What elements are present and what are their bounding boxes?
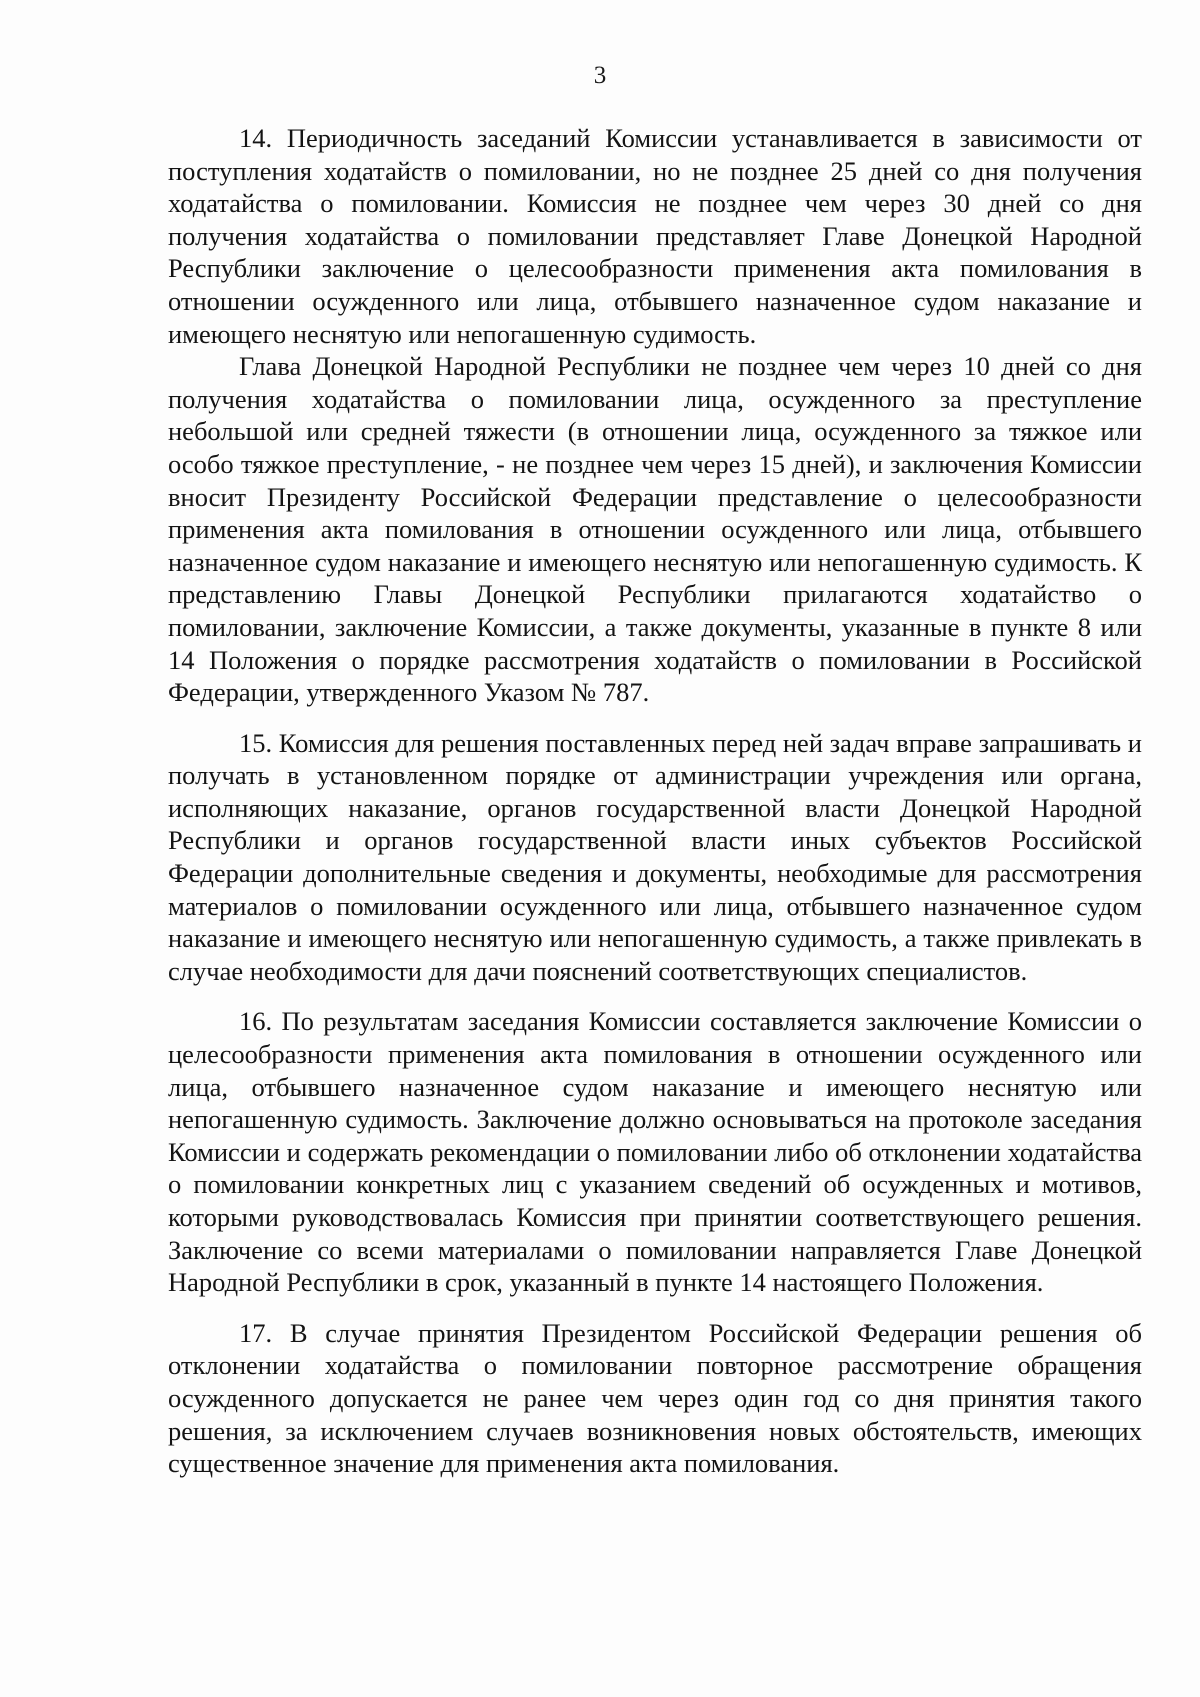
paragraph-15: 15. Комиссия для решения поставленных перед ней задач вправе запрашивать и получать в установленном порядке от администрации учреждения или органа, исполняющих наказание, органов государственной власти Донецкой Народной Республики и органов государственной власти иных субъектов Российской Федерации дополнительные сведения и документы, необходимые для рассмотрения материалов о помиловании осужденного или лица, отбывшего назначенное судом наказание и имеющего неснятую или непогашенную судимость, а также привлекать в случае необходимости для дачи пояснений соответствующих специалистов.	[168, 727, 1142, 986]
paragraph-16: 16. По результатам заседания Комиссии составляется заключение Комиссии о целесообразности применения акта помилования в отношении осужденного или лица, отбывшего назначенное судом наказание и имеющего неснятую или непогашенную судимость. Заключение должно основываться на протоколе заседания Комиссии и содержать рекомендации о помиловании либо об отклонении ходатайства о помиловании конкретных лиц с указанием сведений об осужденных и мотивов, которыми руководствовалась Комиссия при принятии соответствующего решения. Заключение со всеми материалами о помиловании направляется Главе Донецкой Народной Республики в срок, указанный в пункте 14 настоящего Положения.	[168, 1006, 1142, 1298]
paragraph-14-continuation: Глава Донецкой Народной Республики не позднее чем через 10 дней со дня получения ходатайства о помиловании лица, осужденного за преступление небольшой или средней тяжести (в отношении лица, осужденного за тяжкое или особо тяжкое преступление, - не позднее чем через 15 дней), и заключения Комиссии вносит Президенту Российской Федерации представление о целесообразности применения акта помилования в отношении осужденного или лица, отбывшего назначенное судом наказание и имеющего неснятую или непогашенную судимость. К представлению Главы Донецкой Республики прилагаются ходатайство о помиловании, заключение Комиссии, а также документы, указанные в пункте 8 или 14 Положения о порядке рассмотрения ходатайств о помиловании в Российской Федерации, утвержденного Указом № 787.	[168, 351, 1142, 708]
paragraph-14: 14. Периодичность заседаний Комиссии устанавливается в зависимости от поступления ходатайств о помиловании, но не позднее 25 дней со дня получения ходатайства о помиловании. Комиссия не позднее чем через 30 дней со дня получения ходатайства о помиловании представляет Главе Донецкой Народной Республики заключение о целесообразности применения акта помилования в отношении осужденного или лица, отбывшего назначенное судом наказание и имеющего неснятую или непогашенную судимость.	[168, 123, 1142, 349]
paragraph-17: 17. В случае принятия Президентом Российской Федерации решения об отклонении ходатайства о помиловании повторное рассмотрение обращения осужденного допускается не ранее чем через один год со дня принятия такого решения, за исключением случаев возникновения новых обстоятельств, имеющих существенное значение для применения акта помилования.	[168, 1317, 1142, 1479]
document-body	[168, 122, 1142, 1480]
page-number: 3	[593, 62, 607, 89]
